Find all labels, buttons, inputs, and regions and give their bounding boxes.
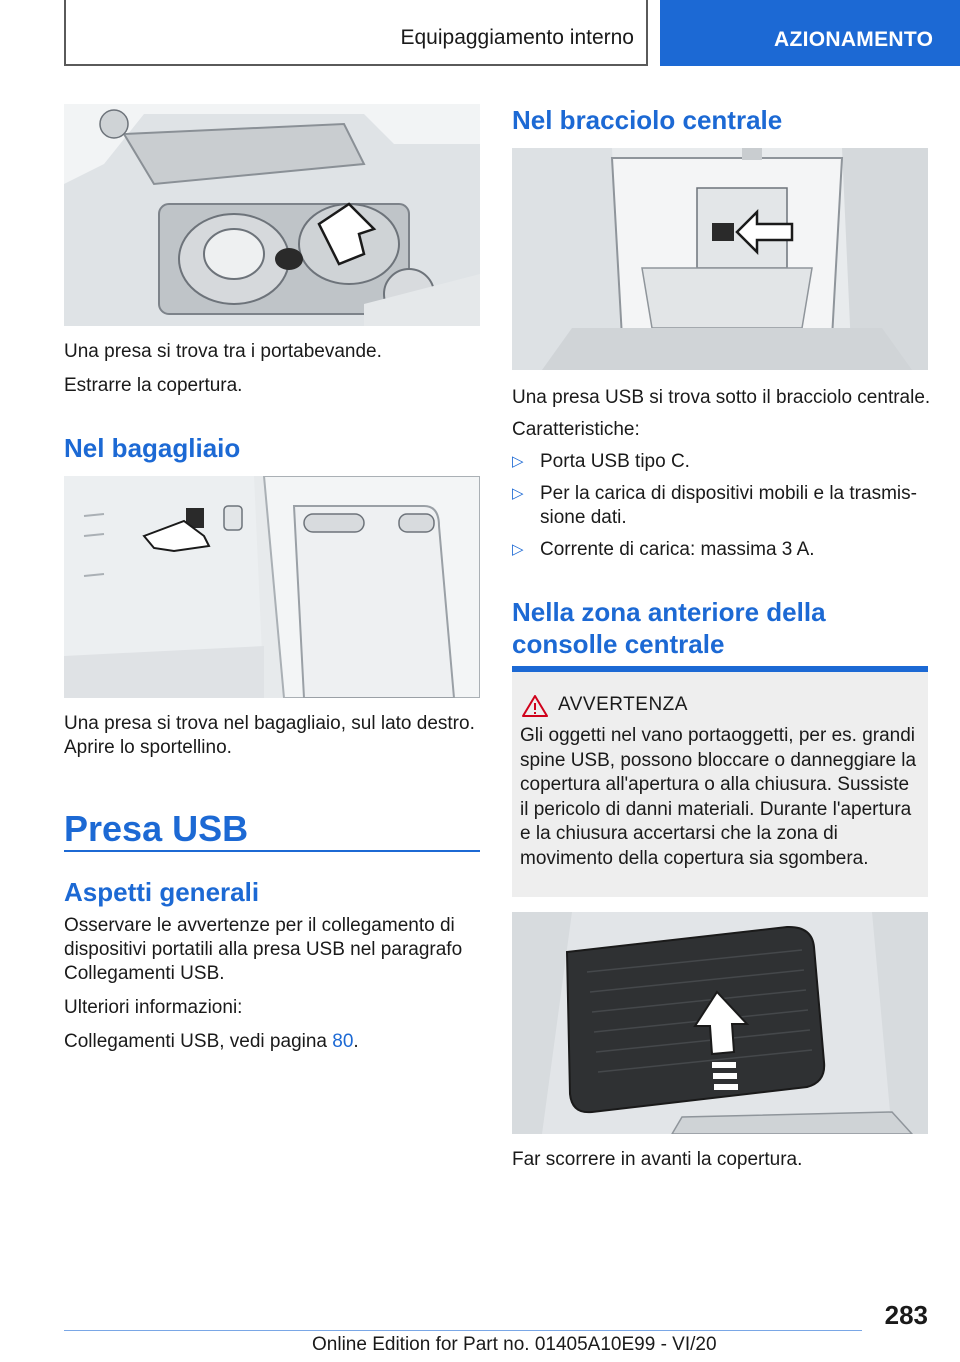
console-cover-caption: Far scorrere in avanti la copertura. [512,1149,803,1170]
header-chapter-title: AZIONAMENTO [774,28,934,51]
heading-nel-bracciolo: Nel bracciolo centrale [512,105,783,135]
ulteriori-label: Ulteriori informazioni: [64,997,243,1018]
cupholder-note: Estrarre la copertura. [64,375,243,396]
feature-text: Per la carica di dispositivi mobili e la trasmissione dati. [540,483,917,528]
heading-nella-zona-anteriore: Nella zona anteriore della consolle centrale [512,597,826,659]
cupholder-socket-image [64,104,480,326]
page-link-80[interactable]: 80 [332,1031,354,1052]
cross-reference-prefix: Collegamenti USB, vedi pagina [64,1031,333,1052]
warning-triangle-icon [522,694,548,718]
header-section-box [64,0,648,66]
luggage-note: Aprire lo sportellino. [64,737,232,758]
warning-title: AVVERTENZA [558,694,688,715]
header-chapter-box [660,0,960,66]
triangle-bullet-icon: ▷ [512,453,524,470]
caratteristiche-label: Caratteristiche: [512,419,640,440]
triangle-bullet-icon: ▷ [512,541,524,558]
footer-edition: Online Edition for Part no. 01405A10E99 - VI/20 [312,1334,717,1355]
heading-aspetti-generali: Aspetti generali [64,877,260,907]
page-number: 283 [884,1300,928,1330]
feature-text: Porta USB tipo C. [540,451,690,472]
armrest-socket-image [512,148,928,370]
console-cover-image [512,912,928,1134]
aspetti-text: Osservare le avvertenze per il collegamento di dispositivi portatili alla presa USB nel paragrafo Collegamenti USB. [64,915,463,984]
footer-rule [64,1330,862,1331]
warning-text: Gli oggetti nel vano portaoggetti, per es. grandi spine USB, possono bloccare o danneggiare la copertura all'apertura o alla chiusura. Sussiste il pericolo di danni materiali. Durante l'apertura e la chiusura accertarsi che la zona di movimento della copertura sia sgombera. [520,725,917,869]
luggage-socket-image [64,476,480,698]
heading-rule [64,850,480,852]
feature-text: Corrente di carica: massima 3 A. [540,539,815,560]
luggage-caption: Una presa si trova nel bagagliaio, sul lato destro. [64,713,475,734]
armrest-caption: Una presa USB si trova sotto il bracciolo centrale. [512,387,931,408]
triangle-bullet-icon: ▷ [512,485,524,502]
heading-presa-usb: Presa USB [64,808,249,849]
cross-reference [64,1030,359,1054]
cross-reference-suffix: . [353,1031,359,1052]
warning-box [512,672,928,897]
cupholder-caption: Una presa si trova tra i portabevande. [64,341,382,362]
heading-nel-bagagliaio: Nel bagagliaio [64,433,241,463]
header-section-title: Equipaggiamento interno [400,26,634,49]
